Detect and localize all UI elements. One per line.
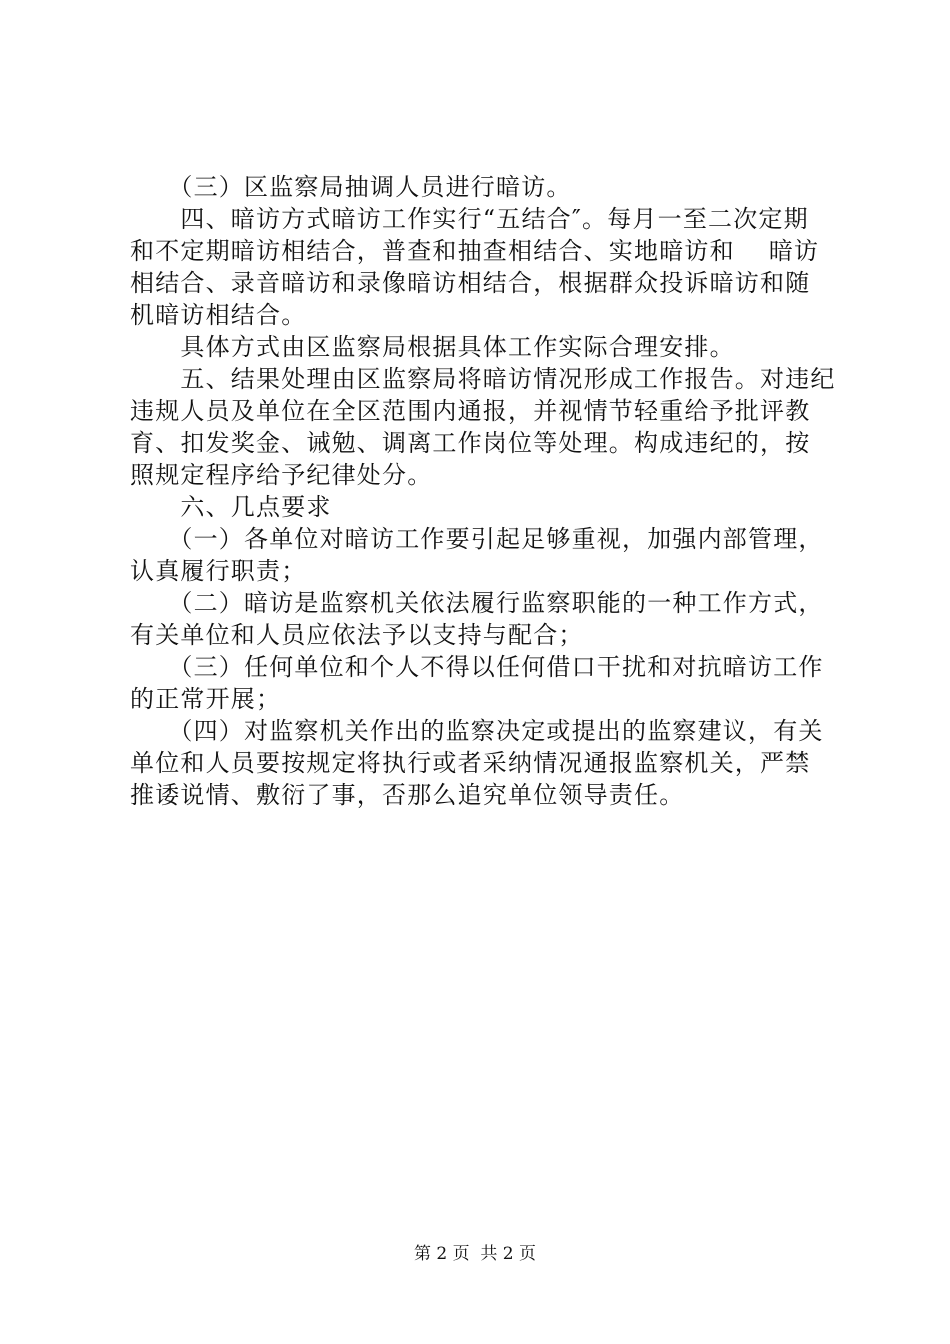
paragraph-line: 和不定期暗访相结合，普查和抽查相结合、实地暗访和 暗访 [130,237,820,265]
paragraph-line: 具体方式由区监察局根据具体工作实际合理安排。 [130,333,735,361]
paragraph-line: 推诿说情、敷衍了事，否那么追究单位领导责任。 [130,781,685,809]
paragraph-line: 育、扣发奖金、诫勉、调离工作岗位等处理。构成违纪的，按 [130,429,811,457]
paragraph-line: 相结合、录音暗访和录像暗访相结合，根据群众投诉暗访和随 [130,269,811,297]
paragraph-line: 认真履行职责； [130,557,307,585]
paragraph-line: （四）对监察机关作出的监察决定或提出的监察建议，有关 [130,717,824,745]
paragraph-line: （一）各单位对暗访工作要引起足够重视，加强内部管理， [130,525,824,553]
paragraph-line: 有关单位和人员应依法予以支持与配合； [130,621,584,649]
paragraph-line: （三）区监察局抽调人员进行暗访。 [130,173,572,201]
paragraph-line: 五、结果处理由区监察局将暗访情况形成工作报告。对违纪 [130,365,836,393]
paragraph-line: 四、暗访方式暗访工作实行“五结合″。每月一至二次定期 [130,205,809,233]
paragraph-line: 机暗访相结合。 [130,301,307,329]
paragraph-line: （三）任何单位和个人不得以任何借口干扰和对抗暗访工作 [130,653,824,681]
paragraph-line: 违规人员及单位在全区范围内通报，并视情节轻重给予批评教 [130,397,811,425]
paragraph-line: （二）暗访是监察机关依法履行监察职能的一种工作方式， [130,589,824,617]
paragraph-line: 单位和人员要按规定将执行或者采纳情况通报监察机关，严禁 [130,749,811,777]
paragraph-line: 的正常开展； [130,685,282,713]
page-footer: 第 2 页 共 2 页 [413,1244,537,1264]
paragraph-line: 照规定程序给予纪律处分。 [130,461,433,489]
section-heading: 六、几点要求 [130,493,332,521]
